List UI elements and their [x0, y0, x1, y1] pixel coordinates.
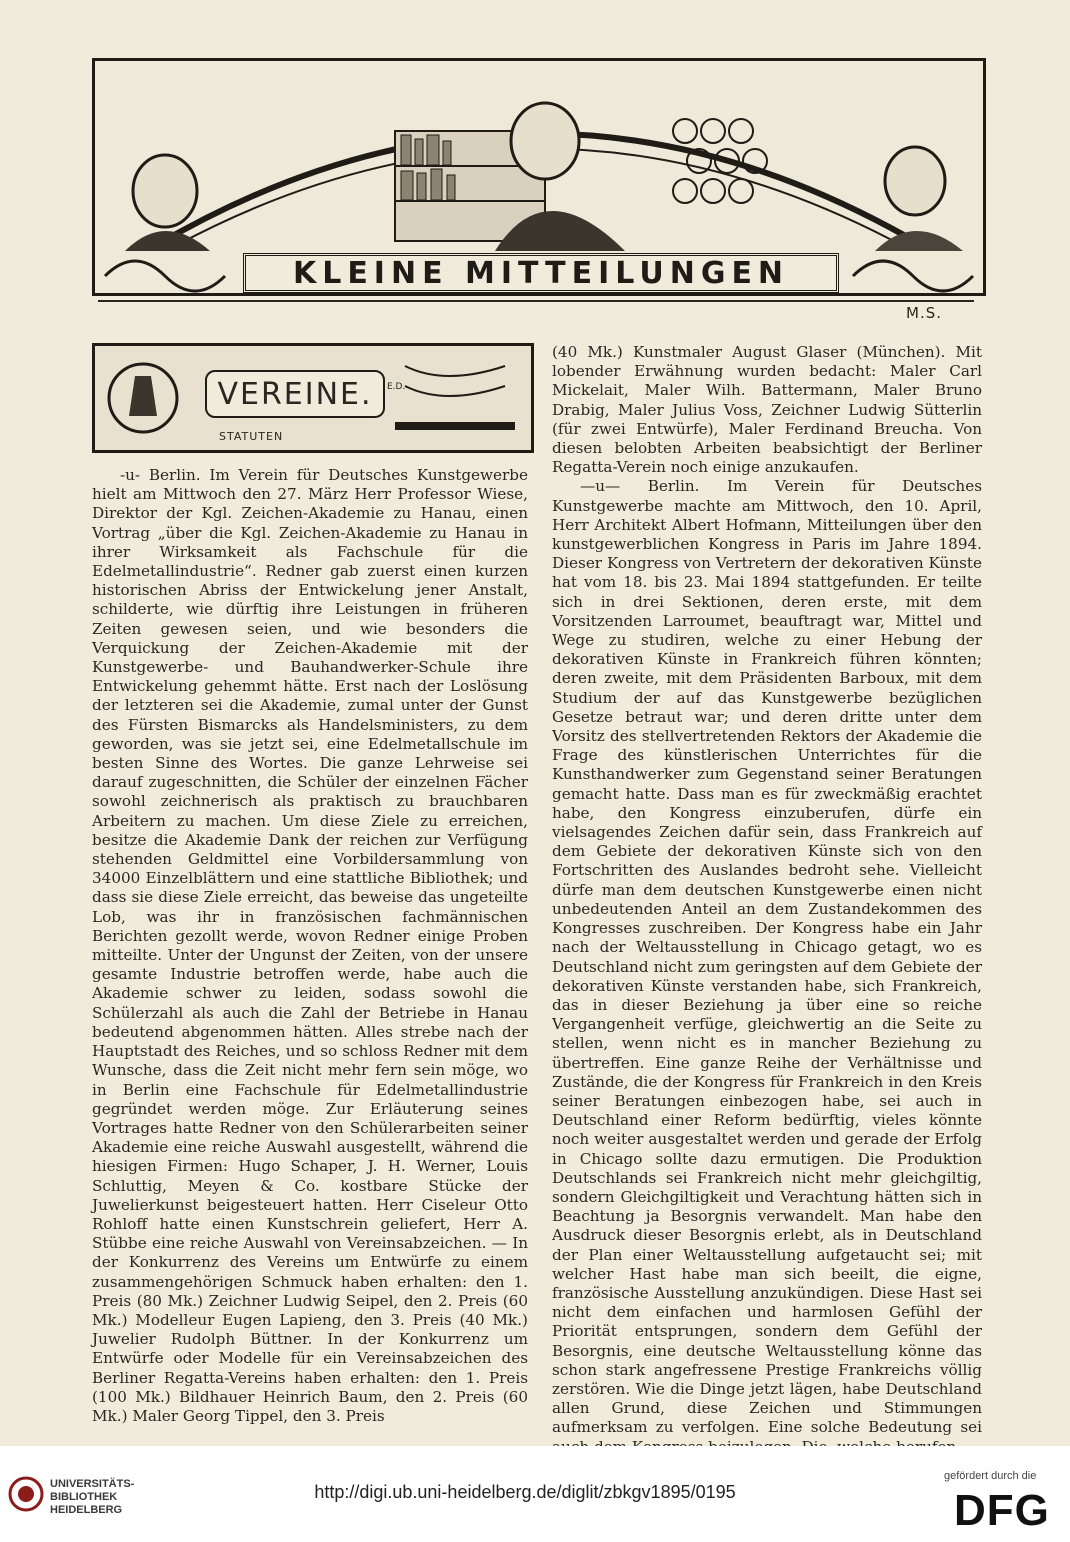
section-initials: E.D.: [387, 382, 406, 392]
dfg-logo: DFG: [954, 1486, 1050, 1535]
masthead-illustration: [92, 58, 986, 296]
paragraph: -u- Berlin. Im Verein für Deutsches Kunstgewerbe hielt am Mittwoch den 27. März Herr Professor Wiese, Direktor der Kgl. Zeichen-Akademie zu Hanau, einen Vortrag „über die Kgl. Zeichen-Akademie zu Hanau in ihrer Wirksamkeit als Fachschule für die Edelmetallindustrie“. Redner gab zuerst einen kurzen historischen Abriss der Entwickelung jener Anstalt, schilderte, wie dürftig ihre Leistungen in früheren Zeiten gewesen seien, und wie besonders die Verquickung der Zeichen-Akademie mit der Kunstgewerbe- und Bauhandwerker-Schule ihre Entwickelung gehemmt hätte. Erst nach der Loslösung der letzteren sei die Akademie, zumal unter der Gunst des Fürsten Bismarcks als Handelsministers, zu dem geworden, was sie jetzt sei, eine Edelmetallschule im besten Sinne des Wortes. Die ganze Lehrweise sei darauf zugeschnitten, die Schüler der einzelnen Fächer sowohl zeichnerisch als praktisch zu brauchbaren Arbeitern zu machen. Um diese Ziele zu erreichen, besitze die Akademie Dank der reichen zur Verfügung stehenden Geldmittel eine Vorbildersammlung von 34000 Einzelblättern und eine stattliche Bibliothek; und dass sie diese Ziele erreicht, das beweise das ungeteilte Lob, was ihr in französischen fachmännischen Berichten gezollt werde, wovon Redner einige Proben mitteilte. Unter der Ungunst der Zeiten, von der unsere gesamte Industrie betroffen werde, habe auch die Akademie schwer zu leiden, sodass sowohl die Schülerzahl als auch die Zahl der Betriebe in Hanau bedeutend abgenommen hätten. Alles strebe nach der Hauptstadt des Reiches, und so schloss Redner mit dem Wunsche, dass die Zeit nicht mehr fern sein möge, wo in Berlin eine Fachschule für Edelmetallindustrie gegründet werden möge. Zur Erläuterung seines Vortrages hatte Redner von den Schülerarbeiten seiner Akademie eine reiche Auswahl ausgestellt, während die hiesigen Firmen: Hugo Schaper, J. H. Werner, Louis Schluttig, Meyen & Co. kostbare Stücke der Juwelierkunst beigesteuert hatten. Herr Ciseleur Otto Rohloff hatte einen Kunstschrein geliefert, Herr A. Stübbe eine reiche Auswahl von Vereinsabzeichen. — In der Konkurrenz des Vereins um Entwürfe zu einem zusammengehörigen Schmuck haben erhalten: den 1. Preis (80 Mk.) Zeichner Ludwig Seipel, den 2. Preis (60 Mk.) Modelleur Eugen Lapieng, den 3. Preis (40 Mk.) Juwelier Rudolph Büttner. In der Konkurrenz um Entwürfe oder Modelle für ein Vereinsabzeichen des Berliner Regatta-Vereins haben erhalten: den 1. Preis (100 Mk.) Bildhauer Heinrich Baum, den 2. Preis (60 Mk.) Maler Georg Tippel, den 3. Preis: [92, 466, 528, 1425]
library-name-line: UNIVERSITÄTS-: [50, 1478, 135, 1490]
library-name-line: HEIDELBERG: [50, 1504, 123, 1516]
university-seal-icon: [8, 1474, 44, 1514]
source-url-link[interactable]: http://digi.ub.uni-heidelberg.de/diglit/zbkgv1895/0195: [314, 1482, 736, 1502]
footer-bar: [0, 1446, 1070, 1542]
library-name-line: BIBLIOTHEK: [50, 1491, 118, 1503]
funding-label: gefördert durch die: [944, 1470, 1037, 1482]
artist-monogram: M.S.: [906, 304, 942, 322]
section-title: VEREINE.: [205, 370, 385, 418]
paragraph: —u— Berlin. Im Verein für Deutsches Kunstgewerbe machte am Mittwoch, den 10. April, Herr Architekt Albert Hofmann, Mitteilungen über den kunstgewerblichen Kongress in Paris im Jahre 1894. Dieser Kongress von Vertretern der dekorativen Künste hat vom 18. bis 23. Mai 1894 stattgefunden. Er teilte sich in drei Sektionen, deren erste, mit dem Vorsitzenden Larroumet, beauftragt war, Mittel und Wege zu studiren, welche zu einer Hebung der dekorativen Künste in Frankreich führen könnten; deren zweite, mit dem Präsidenten Barboux, mit dem Studium der auf das Kunstgewerbe bezüglichen Gesetze betraut war; und deren dritte unter dem Vorsitz des stellvertretenden Rektors der Akademie die Frage des künstlerischen Unterrichtes für die Kunsthandwerker zum Gegenstand seiner Beratungen gemacht hatte. Dass man es für zweckmäßig erachtet habe, den Kongress einzuberufen, dürfe ein vielsagendes Zeichen dafür sein, dass Frankreich auf dem Gebiete der dekorativen Künste sich von den Fortschritten des Auslandes bedroht sehe. Vielleicht dürfe man dem deutschen Kunstgewerbe einen nicht unbedeutenden Anteil an dem Zustandekommen des Kongresses zuschreiben. Der Kongress habe ein Jahr nach der Weltausstellung in Chicago getagt, wo es Deutschland nicht zum geringsten auf dem Gebiete der dekorativen Künste verstanden habe, sich Frankreich, das in dieser Beziehung ja über eine so reiche Vergangenheit verfüge, gleichwertig an die Seite zu stellen, wenn nicht es in mancher Beziehung zu übertreffen. Eine ganze Reihe der Verhältnisse und Zustände, die der Kongress für Frankreich in den Kreis seiner Beratungen einbezogen habe, sei auch in Deutschland einer Reform bedürftig, vieles könnte noch weiter ausgestaltet werden und gerade der Erfolg in Chicago sollte dazu ermutigen. Die Produktion Deutschlands sei Frankreich nicht mehr gleichgiltig, sondern Gleichgiltigkeit und Verachtung hätten sich in Beachtung ja Besorgnis verwandelt. Man habe den Ausdruck dieser Besorgnis erlebt, als in Deutschland der Plan einer Weltausstellung aufgetaucht sei; mit welcher Hast habe man sich beeilt, die eigne, französische Ausstellung anzukündigen. Diese Hast sei nicht dem einfachen und harmlosen Gefühl der Priorität entsprungen, sondern dem Gefühl der Besorgnis, eine deutsche Weltausstellung könne das schon stark angefressene Prestige Frankreichs völlig zerstören. Wie die Dinge jetzt lägen, habe Deutschland allen Grund, diese Zeichen und Stimmungen aufmerksam zu verfolgen. Eine solche Bedeutung sei: [552, 477, 982, 1437]
masthead-rule: [98, 300, 974, 302]
section-heading-vereine: [92, 343, 534, 453]
masthead-title: KLEINE MITTEILUNGEN: [243, 253, 839, 293]
left-column: [92, 466, 528, 1426]
right-column: [552, 343, 982, 1457]
paragraph: (40 Mk.) Kunstmaler August Glaser (München). Mit lobender Erwähnung wurden bedacht: Maler Carl Mickelait, Maler Wilh. Battermann, Maler Bruno Drabig, Maler Julius Voss, Zeichner Ludwig Sütterlin (für zwei Entwürfe), Maler Ferdinand Breucha. Von diesen belobten Arbeiten beabsichtigt der Berliner Regatta-Verein noch einige anzukaufen.: [552, 343, 982, 477]
library-name: [50, 1478, 134, 1517]
section-sublabel: STATUTEN: [219, 430, 284, 443]
